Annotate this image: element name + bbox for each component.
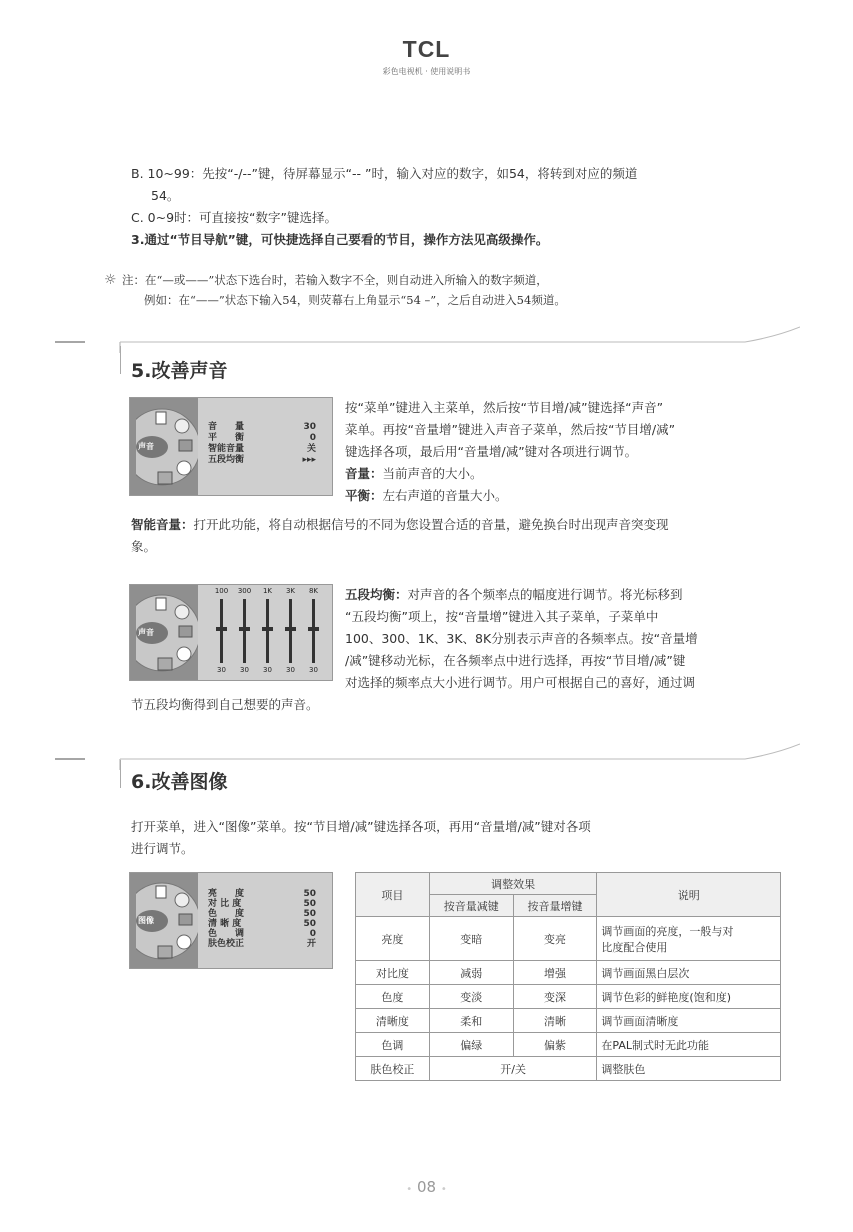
sound-intro <box>345 397 790 507</box>
eq-menu-label: 声音 <box>138 628 154 637</box>
eq-slider-knob <box>262 627 273 631</box>
table-row <box>356 1009 781 1033</box>
option-b-line1: B. 10~99：先按“-/--”键，待屏幕显示“-- ”时，输入对应的数字，如54，将转到对应的频道 <box>131 166 638 181</box>
eq-band-label: 1K <box>262 587 273 595</box>
eq-band-label: 100 <box>214 587 229 595</box>
image-row: 肤色校正 开 <box>208 939 316 949</box>
cell-up: 增强 <box>513 961 597 985</box>
image-menu-screen <box>129 872 333 969</box>
cell-up: 变亮 <box>513 917 597 961</box>
image-intro <box>131 816 791 860</box>
section5-title: 5.改善声音 <box>131 360 228 382</box>
cell-down: 变淡 <box>429 985 513 1009</box>
eq-desc-line: “五段均衡”项上，按“音量增”键进入其子菜单，子菜单中 <box>345 609 659 624</box>
cell-desc: 调节画面清晰度 <box>597 1009 781 1033</box>
image-adjust-table <box>355 872 781 1081</box>
eq-band-value: 30 <box>240 666 249 674</box>
eq-band-label: 3K <box>285 587 296 595</box>
image-intro-line2: 进行调节。 <box>131 841 194 856</box>
table-row <box>356 985 781 1009</box>
image-row: 亮 度 50 <box>208 889 316 899</box>
cell-down: 偏绿 <box>429 1033 513 1057</box>
image-menu-label: 图像 <box>138 916 154 925</box>
cell-desc: 调节画面的亮度，一般与对 比度配合使用 <box>597 917 781 961</box>
cell-item: 对比度 <box>356 961 430 985</box>
sound-row: 智能音量 关 <box>208 444 316 454</box>
cell-desc: 调节画面黑白层次 <box>597 961 781 985</box>
table-row <box>356 917 781 961</box>
section5-bar <box>120 346 121 374</box>
cell-down: 减弱 <box>429 961 513 985</box>
sound-row: 五段均衡 ▸▸▸ <box>208 455 316 465</box>
section6-title: 6.改善图像 <box>131 771 228 793</box>
col-desc-header: 说明 <box>597 873 781 917</box>
cell-both: 开/关 <box>429 1057 597 1081</box>
col-item-header: 项目 <box>356 873 430 917</box>
manual-subtitle: 彩色电视机 · 使用说明书 <box>382 67 471 76</box>
col-down-header: 按音量减键 <box>429 895 513 917</box>
tip-bulb-icon: ☼ <box>104 272 117 288</box>
option-b-line2: 54。 <box>151 188 180 203</box>
eq-slider-knob <box>308 627 319 631</box>
image-intro-line1: 打开菜单，进入“图像”菜单。按“节目增/减”键选择各项，再用“音量增/减”键对各项 <box>131 819 591 834</box>
eq-slider-knob <box>216 627 227 631</box>
eq-band <box>210 587 233 677</box>
section5-divider <box>55 323 800 353</box>
sound-menu-label: 声音 <box>138 442 154 451</box>
sound-intro-line: 菜单。再按“音量增”键进入声音子菜单，然后按“节目增/减” <box>345 422 676 437</box>
eq-band <box>279 587 302 677</box>
table-header-row <box>356 873 781 895</box>
smart-volume-desc <box>131 514 791 558</box>
channel-instructions <box>131 163 791 251</box>
eq-band-value: 30 <box>217 666 226 674</box>
cell-item: 亮度 <box>356 917 430 961</box>
eq-last-line: 节五段均衡得到自己想要的声音。 <box>131 697 319 712</box>
eq-band <box>256 587 279 677</box>
eq-band-label: 8K <box>308 587 319 595</box>
smart-line1: 智能音量：打开此功能，将自动根据信号的不同为您设置合适的音量，避免换台时出现声音突变现 <box>131 517 669 532</box>
eq-slider-track <box>243 599 246 663</box>
cell-up: 变深 <box>513 985 597 1009</box>
sound-intro-line: 键选择各项，最后用“音量增/减”键对各项进行调节。 <box>345 444 638 459</box>
eq-desc <box>345 584 790 694</box>
col-effect-header: 调整效果 <box>429 873 597 895</box>
note-line2: 例如：在“——”状态下输入54，则荧幕右上角显示“54 –”，之后自动进入54频道。 <box>144 293 566 307</box>
cell-item: 色度 <box>356 985 430 1009</box>
image-row: 色 调 0 <box>208 929 316 939</box>
eq-slider-track <box>220 599 223 663</box>
cell-down: 变暗 <box>429 917 513 961</box>
sound-row: 平 衡 0 <box>208 433 316 443</box>
table-row <box>356 961 781 985</box>
eq-band-value: 30 <box>309 666 318 674</box>
eq-band <box>233 587 256 677</box>
cell-desc: 调整肤色 <box>597 1057 781 1081</box>
note-line1: 注：在“—或——”状态下选台时，若输入数字不全，则自动进入所输入的数字频道， <box>122 273 548 287</box>
balance-desc: 平衡：左右声道的音量大小。 <box>345 488 508 503</box>
item3-line: 3.通过“节目导航”键，可快捷选择自己要看的节目，操作方法见高级操作。 <box>131 232 549 247</box>
eq-slider-track <box>312 599 315 663</box>
cell-item: 肤色校正 <box>356 1057 430 1081</box>
eq-menu-screen <box>129 584 333 681</box>
sound-menu-rows <box>208 422 316 466</box>
eq-desc-line: /减”键移动光标，在各频率点中进行选择，再按“节目增/减”键 <box>345 653 686 668</box>
eq-band-label: 300 <box>237 587 252 595</box>
cell-item: 清晰度 <box>356 1009 430 1033</box>
sound-intro-line: 按“菜单”键进入主菜单，然后按“节目增/减”键选择“声音” <box>345 400 664 415</box>
eq-slider-knob <box>239 627 250 631</box>
table-row <box>356 1033 781 1057</box>
section6-bar <box>120 760 121 788</box>
brand-logo: TCL <box>402 36 451 62</box>
page-number: • 08 • <box>406 1178 447 1196</box>
image-row: 色 度 50 <box>208 909 316 919</box>
eq-panel <box>210 587 325 677</box>
cell-item: 色调 <box>356 1033 430 1057</box>
col-up-header: 按音量增键 <box>513 895 597 917</box>
sound-menu-screen <box>129 397 333 496</box>
sound-row: 音 量 30 <box>208 422 316 432</box>
image-menu-rows <box>208 889 316 949</box>
smart-line2: 象。 <box>131 539 157 554</box>
image-row: 对 比 度 50 <box>208 899 316 909</box>
eq-desc-line: 五段均衡：对声音的各个频率点的幅度进行调节。将光标移到 <box>345 587 683 602</box>
cell-up: 清晰 <box>513 1009 597 1033</box>
cell-up: 偏紫 <box>513 1033 597 1057</box>
eq-band-value: 30 <box>263 666 272 674</box>
volume-desc: 音量：当前声音的大小。 <box>345 466 483 481</box>
option-c-line: C. 0~9时：可直接按“数字”键选择。 <box>131 210 338 225</box>
eq-band <box>302 587 325 677</box>
section6-divider <box>55 740 800 770</box>
eq-slider-knob <box>285 627 296 631</box>
eq-band-value: 30 <box>286 666 295 674</box>
eq-slider-track <box>289 599 292 663</box>
eq-slider-track <box>266 599 269 663</box>
eq-desc-line: 对选择的频率点大小进行调节。用户可根据自己的喜好，通过调 <box>345 675 696 690</box>
cell-desc: 调节色彩的鲜艳度(饱和度) <box>597 985 781 1009</box>
cell-desc: 在PAL制式时无此功能 <box>597 1033 781 1057</box>
image-row: 清 晰 度 50 <box>208 919 316 929</box>
cell-down: 柔和 <box>429 1009 513 1033</box>
eq-desc-line: 100、300、1K、3K、8K分别表示声音的各频率点。按“音量增 <box>345 631 698 646</box>
table-row <box>356 1057 781 1081</box>
note-block <box>122 270 802 310</box>
